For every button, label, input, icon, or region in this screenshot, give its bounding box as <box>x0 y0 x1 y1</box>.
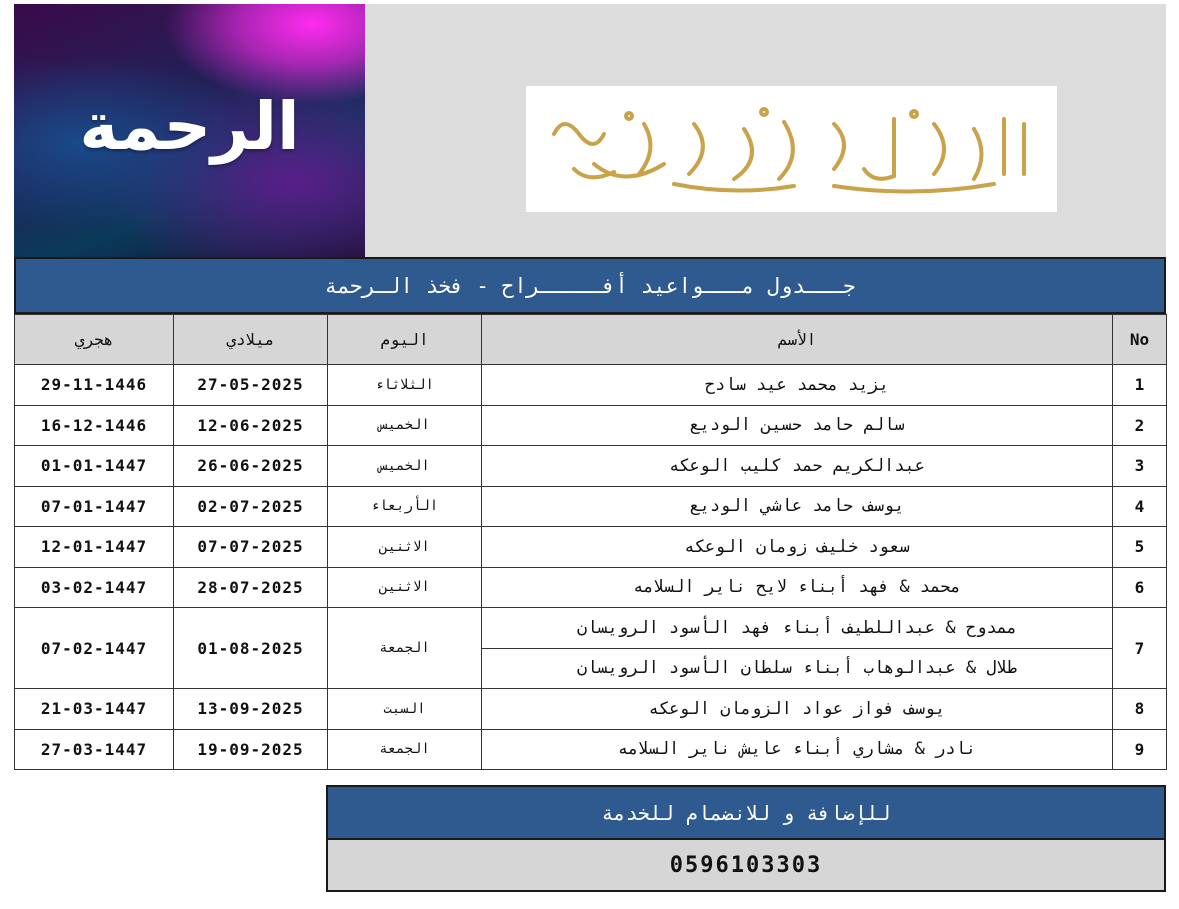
cell-day: الأربعاء <box>328 486 482 527</box>
column-header-day: اليوم <box>328 315 482 365</box>
footer-phone-number: 0596103303 <box>326 840 1166 892</box>
cell-gregorian: 02-07-2025 <box>174 486 328 527</box>
cell-name: يزيد محمد عيد سادح <box>482 365 1113 406</box>
table-row <box>15 729 1167 770</box>
cell-day: الثلاثاء <box>328 365 482 406</box>
calligraphy-banner <box>526 86 1057 212</box>
column-header-hijri: هجري <box>15 315 174 365</box>
cell-hijri: 12-01-1447 <box>15 527 174 568</box>
cell-gregorian: 27-05-2025 <box>174 365 328 406</box>
cell-hijri: 07-02-1447 <box>15 608 174 689</box>
cell-no: 1 <box>1113 365 1167 406</box>
cell-gregorian: 13-09-2025 <box>174 689 328 730</box>
cell-hijri: 07-01-1447 <box>15 486 174 527</box>
cell-name: محمد & فهد أبناء لايح ناير السلامه <box>482 567 1113 608</box>
cell-hijri: 16-12-1446 <box>15 405 174 446</box>
cell-hijri: 27-03-1447 <box>15 729 174 770</box>
cell-gregorian: 12-06-2025 <box>174 405 328 446</box>
table-row <box>15 365 1167 406</box>
cell-name: سالم حامد حسين الوديع <box>482 405 1113 446</box>
table-row <box>15 567 1167 608</box>
cell-name: يوسف حامد عاشي الوديع <box>482 486 1113 527</box>
cell-no: 3 <box>1113 446 1167 487</box>
cell-day: الخميس <box>328 446 482 487</box>
table-row <box>15 486 1167 527</box>
schedule-table <box>14 314 1167 770</box>
cell-no: 8 <box>1113 689 1167 730</box>
cell-hijri: 01-01-1447 <box>15 446 174 487</box>
cell-name: ممدوح & عبداللطيف أبناء فهد الأسود الرويسان <box>482 608 1113 649</box>
cell-name: طلال & عبدالوهاب أبناء سلطان الأسود الرويسان <box>482 648 1113 689</box>
cell-hijri: 29-11-1446 <box>15 365 174 406</box>
schedule-title: جـــدول مـــواعيد أفـــــراح - فخذ الـرحمة <box>14 257 1166 314</box>
cell-day: الاثنين <box>328 567 482 608</box>
table-row <box>15 689 1167 730</box>
cell-name: سعود خليف زومان الوعكه <box>482 527 1113 568</box>
cell-hijri: 21-03-1447 <box>15 689 174 730</box>
cell-no: 5 <box>1113 527 1167 568</box>
cell-no: 2 <box>1113 405 1167 446</box>
column-header-gregorian: ميلادي <box>174 315 328 365</box>
logo-text: الرحمة <box>79 88 300 165</box>
cell-day: الاثنين <box>328 527 482 568</box>
cell-no: 6 <box>1113 567 1167 608</box>
table-row <box>15 405 1167 446</box>
cell-name: يوسف فواز عواد الزومان الوعكه <box>482 689 1113 730</box>
calligraphy-ornament-icon <box>534 94 1049 204</box>
cell-day: الجمعة <box>328 608 482 689</box>
table-row <box>15 608 1167 649</box>
column-header-no: No <box>1113 315 1167 365</box>
cell-gregorian: 26-06-2025 <box>174 446 328 487</box>
cell-gregorian: 01-08-2025 <box>174 608 328 689</box>
table-row <box>15 527 1167 568</box>
cell-no: 7 <box>1113 608 1167 689</box>
cell-day: الجمعة <box>328 729 482 770</box>
cell-day: السبت <box>328 689 482 730</box>
footer-title: للإضافة و للانضمام للخدمة <box>326 785 1166 840</box>
cell-name: عبدالكريم حمد كليب الوعكه <box>482 446 1113 487</box>
cell-gregorian: 19-09-2025 <box>174 729 328 770</box>
cell-gregorian: 28-07-2025 <box>174 567 328 608</box>
table-header-row <box>15 315 1167 365</box>
cell-day: الخميس <box>328 405 482 446</box>
cell-no: 9 <box>1113 729 1167 770</box>
cell-no: 4 <box>1113 486 1167 527</box>
cell-gregorian: 07-07-2025 <box>174 527 328 568</box>
cell-name: نادر & مشاري أبناء عايش ناير السلامه <box>482 729 1113 770</box>
logo-panel <box>14 4 365 257</box>
schedule-body <box>15 365 1167 770</box>
table-row <box>15 446 1167 487</box>
cell-hijri: 03-02-1447 <box>15 567 174 608</box>
column-header-name: الأسم <box>482 315 1113 365</box>
